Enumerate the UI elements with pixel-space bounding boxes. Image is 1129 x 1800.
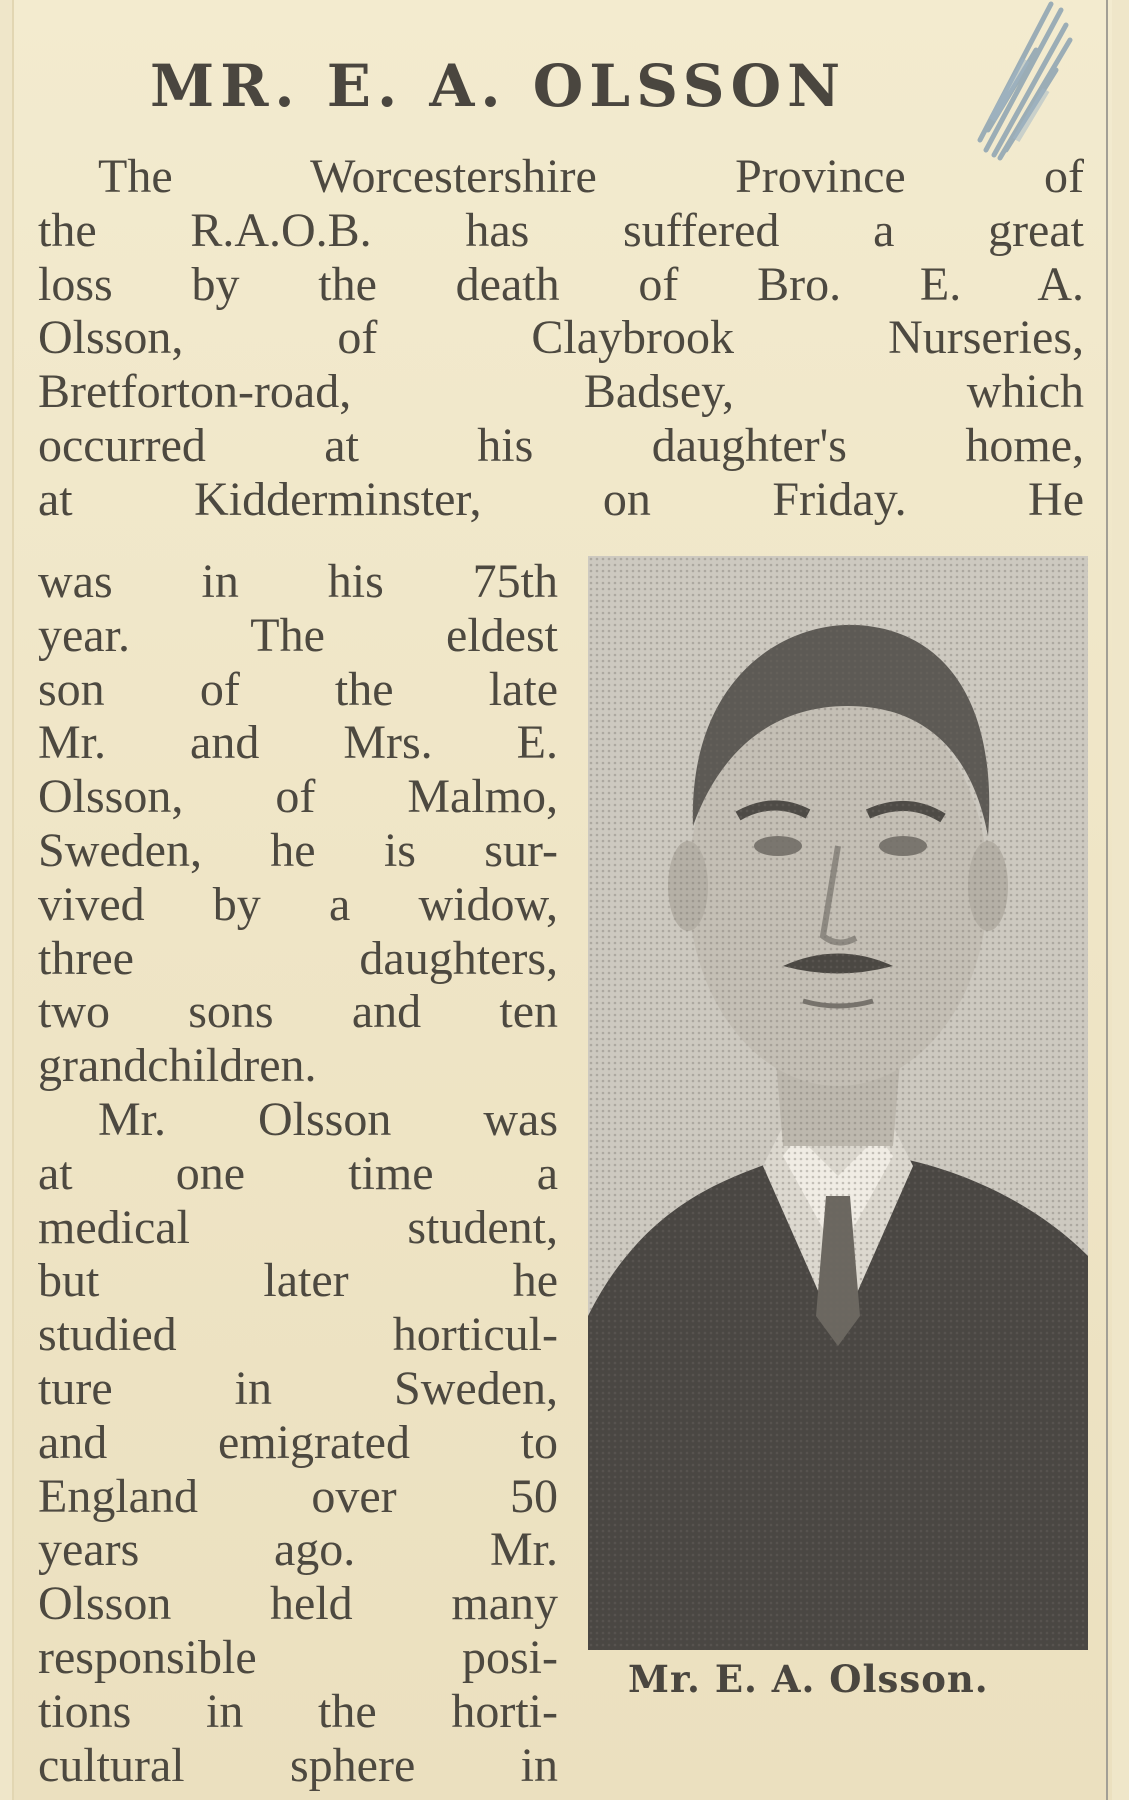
article-line: loss by the death of Bro. E. A. (38, 257, 1084, 311)
article-line: Sweden, he is sur- (38, 823, 558, 877)
article-line: Mr. Olsson was (98, 1092, 558, 1146)
article-line: at one time a (38, 1146, 558, 1200)
article-line: was in his 75th (38, 555, 558, 608)
article-line: occurred at his daughter's home, (38, 418, 1084, 472)
article-line: responsible posi- (38, 1630, 558, 1684)
article-line: England over 50 (38, 1469, 558, 1523)
article-column-text (38, 555, 558, 1792)
portrait-photo (588, 556, 1088, 1650)
headline: MR. E. A. OLSSON (150, 52, 847, 120)
column-rule (1106, 0, 1108, 1800)
article-intro-paragraph (38, 150, 1084, 527)
article-line: three daughters, (38, 931, 558, 985)
article-line: The Worcestershire Province of (98, 150, 1084, 203)
article-line: and emigrated to (38, 1415, 558, 1469)
pen-scribble (966, 0, 1076, 165)
article-line: studied horticul- (38, 1308, 558, 1362)
article-line: grandchildren. (38, 1039, 317, 1093)
article-line: ture in Sweden, (38, 1361, 558, 1415)
article-line: tions in the horti- (38, 1684, 558, 1738)
article-line: two sons and ten (38, 985, 558, 1039)
article-line: vived by a widow, (38, 877, 558, 931)
article-line: year. The eldest (38, 608, 558, 662)
article-line: Olsson, of Claybrook Nurseries, (38, 311, 1084, 365)
article-line: but later he (38, 1254, 558, 1308)
article-line: Mr. and Mrs. E. (38, 716, 558, 770)
photo-caption: Mr. E. A. Olsson. (628, 1657, 989, 1701)
article-line: cultural sphere in (38, 1738, 558, 1792)
article-line: at Kidderminster, on Friday. He (38, 472, 1084, 526)
article-line: Olsson held many (38, 1577, 558, 1631)
article-line: years ago. Mr. (38, 1523, 558, 1577)
article-line: son of the late (38, 662, 558, 716)
article-line: Bretforton-road, Badsey, which (38, 365, 1084, 419)
portrait-illustration (588, 556, 1088, 1650)
article-line: the R.A.O.B. has suffered a great (38, 203, 1084, 257)
article-line: Olsson, of Malmo, (38, 770, 558, 824)
article-line: medical student, (38, 1200, 558, 1254)
